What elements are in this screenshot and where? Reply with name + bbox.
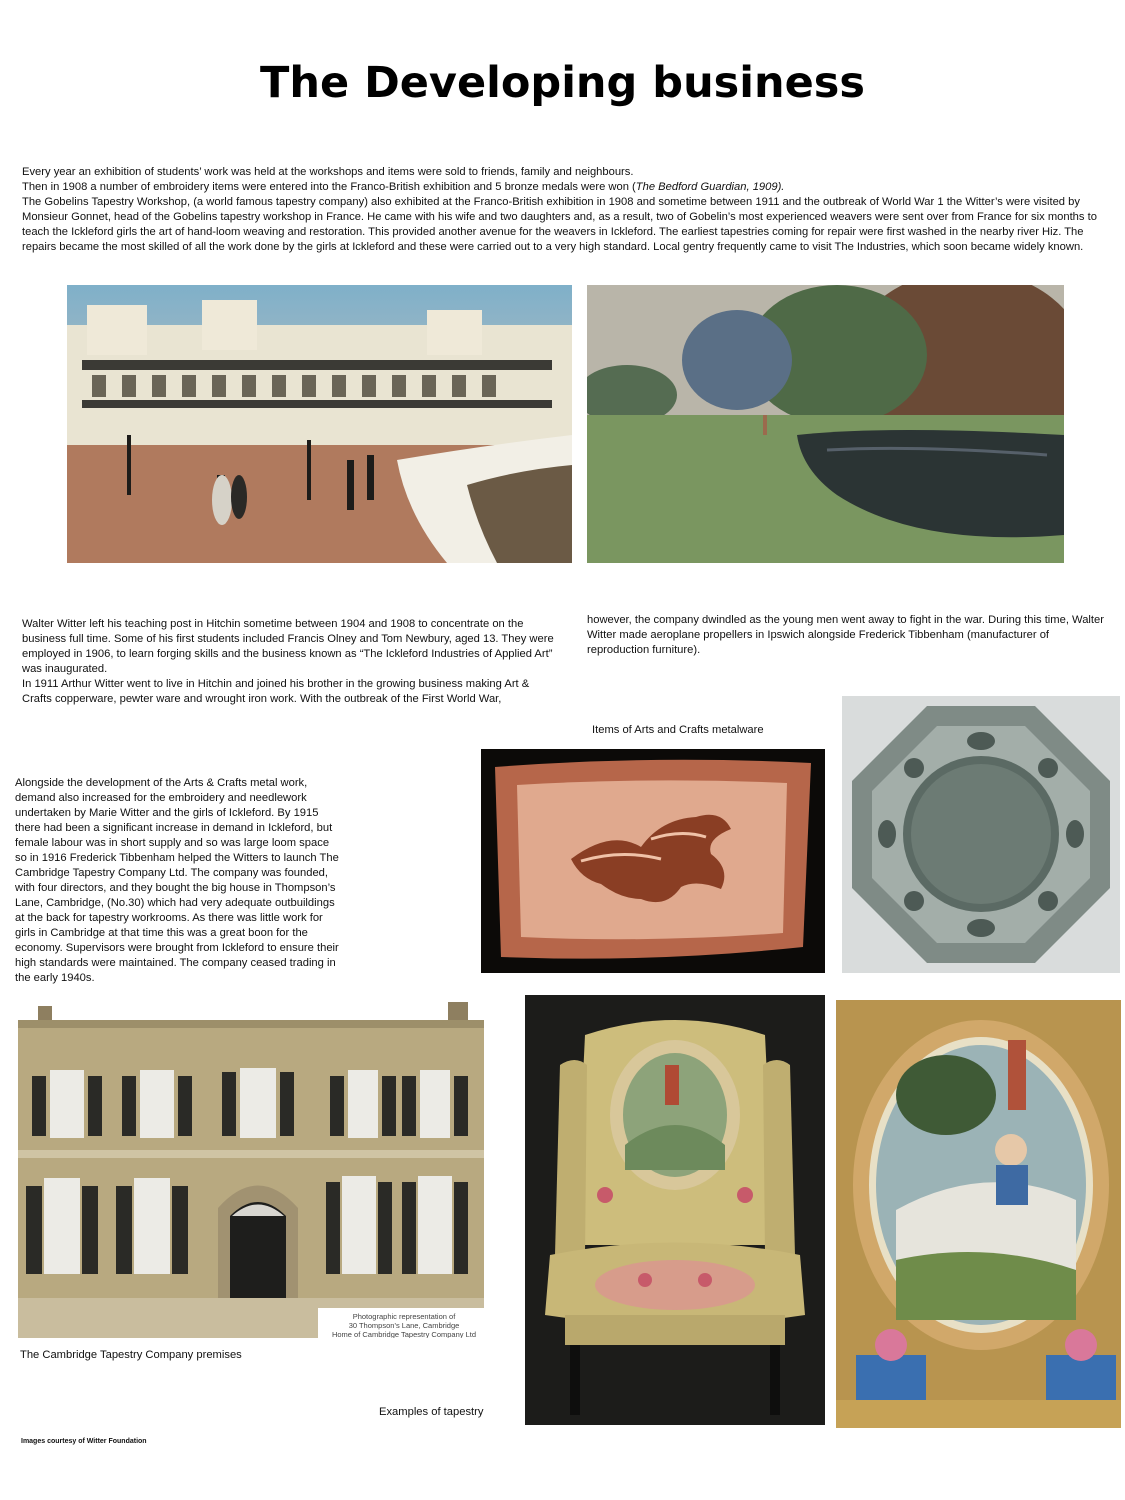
intro-line-2 — [22, 180, 1112, 195]
premises-caption: The Cambridge Tapestry Company premises — [20, 1349, 242, 1361]
pewter-plate-photo — [842, 696, 1120, 973]
embroidery-text — [15, 776, 340, 986]
intro-text — [22, 165, 1112, 255]
war-text — [587, 613, 1112, 658]
tapestry-detail-photo — [836, 1000, 1121, 1428]
metalware-caption: Items of Arts and Crafts metalware — [592, 724, 764, 736]
walter-paragraph-2: In 1911 Arthur Witter went to live in Hitchin and joined his brother in the growing business making Art & Crafts copperware, pewter ware and wrought iron work. With the outbreak of the First World War, — [22, 678, 530, 705]
war-paragraph: however, the company dwindled as the young men went away to fight in the war. During this time, Walter Witter made aeroplane propellers in Ipswich alongside Frederick Tibbenham (manufacturer of reproduction furniture). — [587, 614, 1104, 656]
house-overlay-line-3: Home of Cambridge Tapestry Company Ltd — [331, 1330, 477, 1338]
intro-line-1: Every year an exhibition of students’ work was held at the workshops and items were sold to friends, family and neighbours. — [22, 166, 634, 178]
river-landscape-photo — [587, 285, 1064, 563]
house-overlay-line-1: Photographic representation of — [352, 1312, 456, 1321]
tapestry-chair-photo — [525, 995, 825, 1425]
intro-line-3: The Gobelins Tapestry Workshop, (a world famous tapestry company) also exhibited at the Franco-British exhibition in 1908 and sometime between 1911 and the outbreak of World War 1 the Witter’s were visited by Monsieur Gonnet, head of the Gobelins tapestry workshop in France. He came with his wife and two daughters and, as a result, two of Gobelin’s most experienced weavers were sent over from France for six months to teach the Ickleford girls the art of hand-loom weaving and restoration. This provided another avenue for the weavers in Ickleford. The earliest tapestries coming for repair were first washed in the nearby river Hiz. The repairs became the most skilled of all the work done by the girls at Ickleford and these were carried out to a very high standard. Local gentry frequently came to visit The Industries, which soon became widely known. — [22, 196, 1097, 253]
walter-witter-text — [22, 617, 557, 707]
image-credit: Images courtesy of Witter Foundation — [21, 1438, 147, 1445]
copper-tray-photo — [481, 749, 825, 973]
house-photo-overlay — [320, 1309, 484, 1338]
house-overlay-line-2: 30 Thompson’s Lane, Cambridge — [348, 1321, 460, 1330]
tapestry-caption: Examples of tapestry — [379, 1406, 484, 1418]
page-title: The Developing business — [260, 58, 865, 108]
embroidery-paragraph: Alongside the development of the Arts & Crafts metal work, demand also increased for the embroidery and needlework undertaken by Marie Witter and the girls of Ickleford. By 1915 there had been a significant increase in demand in Ickleford, but female labour was in short supply and so was large loom space so in 1916 Frederick Tibbenham helped the Witters to launch The Cambridge Tapestry Company Ltd. The company was founded, with four directors, and they bought the big house in Thompson’s Lane, Cambridge, (No.30) which had very adequate outbuildings at the back for tapestry workrooms. As there was little work for girls in Cambridge at that time this was a great boon for the economy. Supervisors were brought from Ickleford to ensure their high standards were maintained. The company ceased trading in the early 1940s. — [15, 777, 339, 984]
intro-line-2-text: Then in 1908 a number of embroidery items were entered into the Franco-British exhibition and 5 bronze medals were won ( — [22, 181, 636, 193]
exhibition-photo — [67, 285, 572, 563]
bedford-guardian-citation: The Bedford Guardian, 1909). — [635, 181, 785, 193]
walter-paragraph-1: Walter Witter left his teaching post in Hitchin sometime between 1904 and 1908 to concentrate on the business full time. Some of his first students included Francis Olney and Tom Newbury, aged 13. They were employed in 1906, to learn forging skills and the business known as “The Ickleford Industries of Applied Art” was inaugurated. — [22, 618, 554, 675]
cambridge-house-photo — [18, 998, 484, 1338]
